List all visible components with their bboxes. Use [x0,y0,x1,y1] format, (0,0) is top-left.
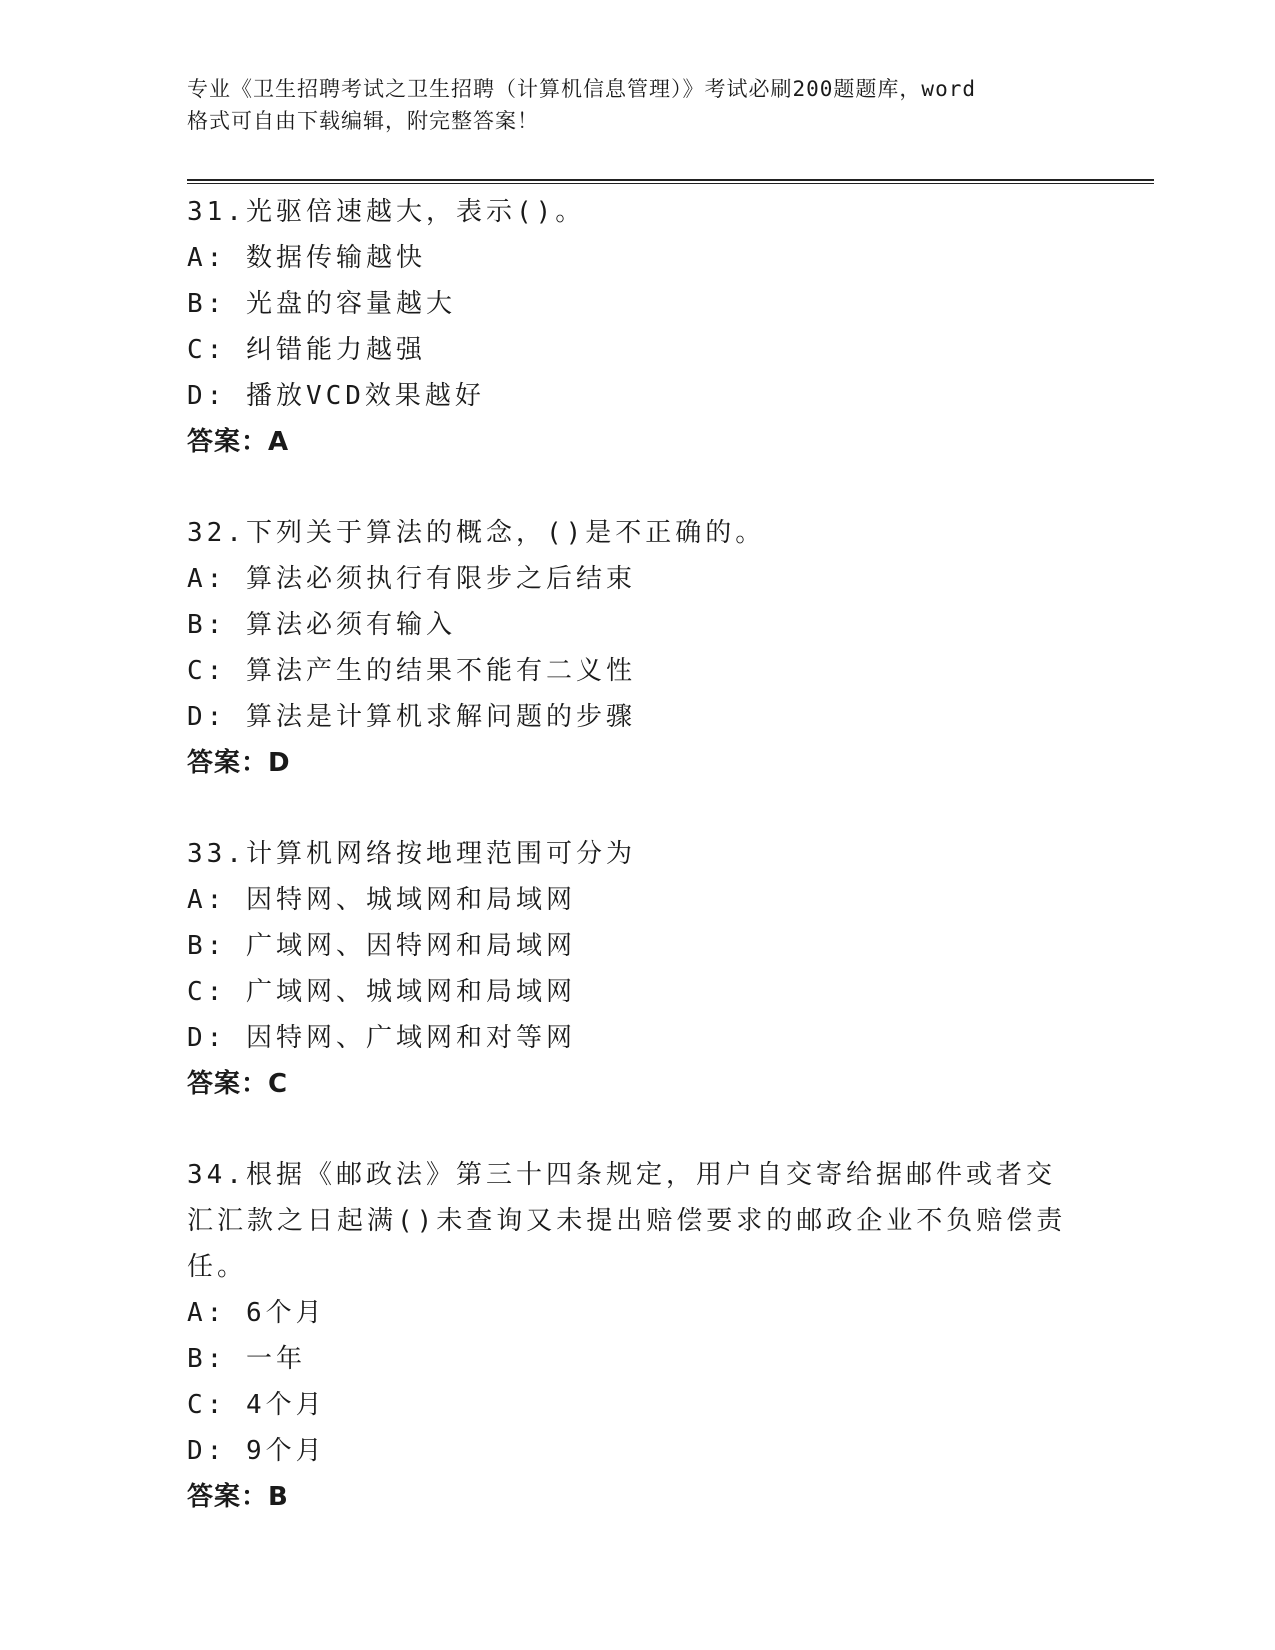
answer-label: 答案：A [187,427,290,457]
option-a: A: 算法必须执行有限步之后结束 [187,564,636,594]
document-page [187,0,1154,1565]
option-b: B: 算法必须有输入 [187,610,456,640]
question-text: 34.根据《邮政法》第三十四条规定，用户自交寄给据邮件或者交汇汇款之日起满()未查询又未提出赔偿要求的邮政企业不负赔偿责任。 [187,1160,1067,1282]
question-31 [187,189,1154,465]
answer-label: 答案：C [187,1069,289,1099]
option-c: C: 广域网、城域网和局域网 [187,977,576,1007]
option-a: A: 数据传输越快 [187,243,426,273]
option-a: A: 6个月 [187,1298,326,1328]
option-b: B: 一年 [187,1344,306,1374]
answer-label: 答案：D [187,748,291,778]
document-header [187,73,1087,137]
option-d: D: 9个月 [187,1436,326,1466]
answer-label: 答案：B [187,1482,289,1512]
divider-thick-line [187,179,1154,181]
question-list [187,189,1154,1520]
header-line-2: 格式可自由下载编辑，附完整答案！ [187,109,539,133]
option-c: C: 4个月 [187,1390,326,1420]
option-c: C: 纠错能力越强 [187,335,426,365]
option-b: B: 光盘的容量越大 [187,289,456,319]
option-b: B: 广域网、因特网和局域网 [187,931,576,961]
option-c: C: 算法产生的结果不能有二义性 [187,656,636,686]
question-34 [187,1152,1154,1520]
question-text: 32.下列关于算法的概念，()是不正确的。 [187,518,766,548]
option-a: A: 因特网、城域网和局域网 [187,885,576,915]
question-text: 31.光驱倍速越大，表示()。 [187,197,586,227]
option-d: D: 播放VCD效果越好 [187,381,485,411]
header-divider [187,179,1154,185]
question-text: 33.计算机网络按地理范围可分为 [187,839,636,869]
header-line-1: 专业《卫生招聘考试之卫生招聘（计算机信息管理）》考试必刷200题题库，word [187,77,976,101]
question-33 [187,831,1154,1107]
question-32 [187,510,1154,786]
option-d: D: 因特网、广域网和对等网 [187,1023,576,1053]
option-d: D: 算法是计算机求解问题的步骤 [187,702,636,732]
divider-thin-line [187,183,1154,184]
